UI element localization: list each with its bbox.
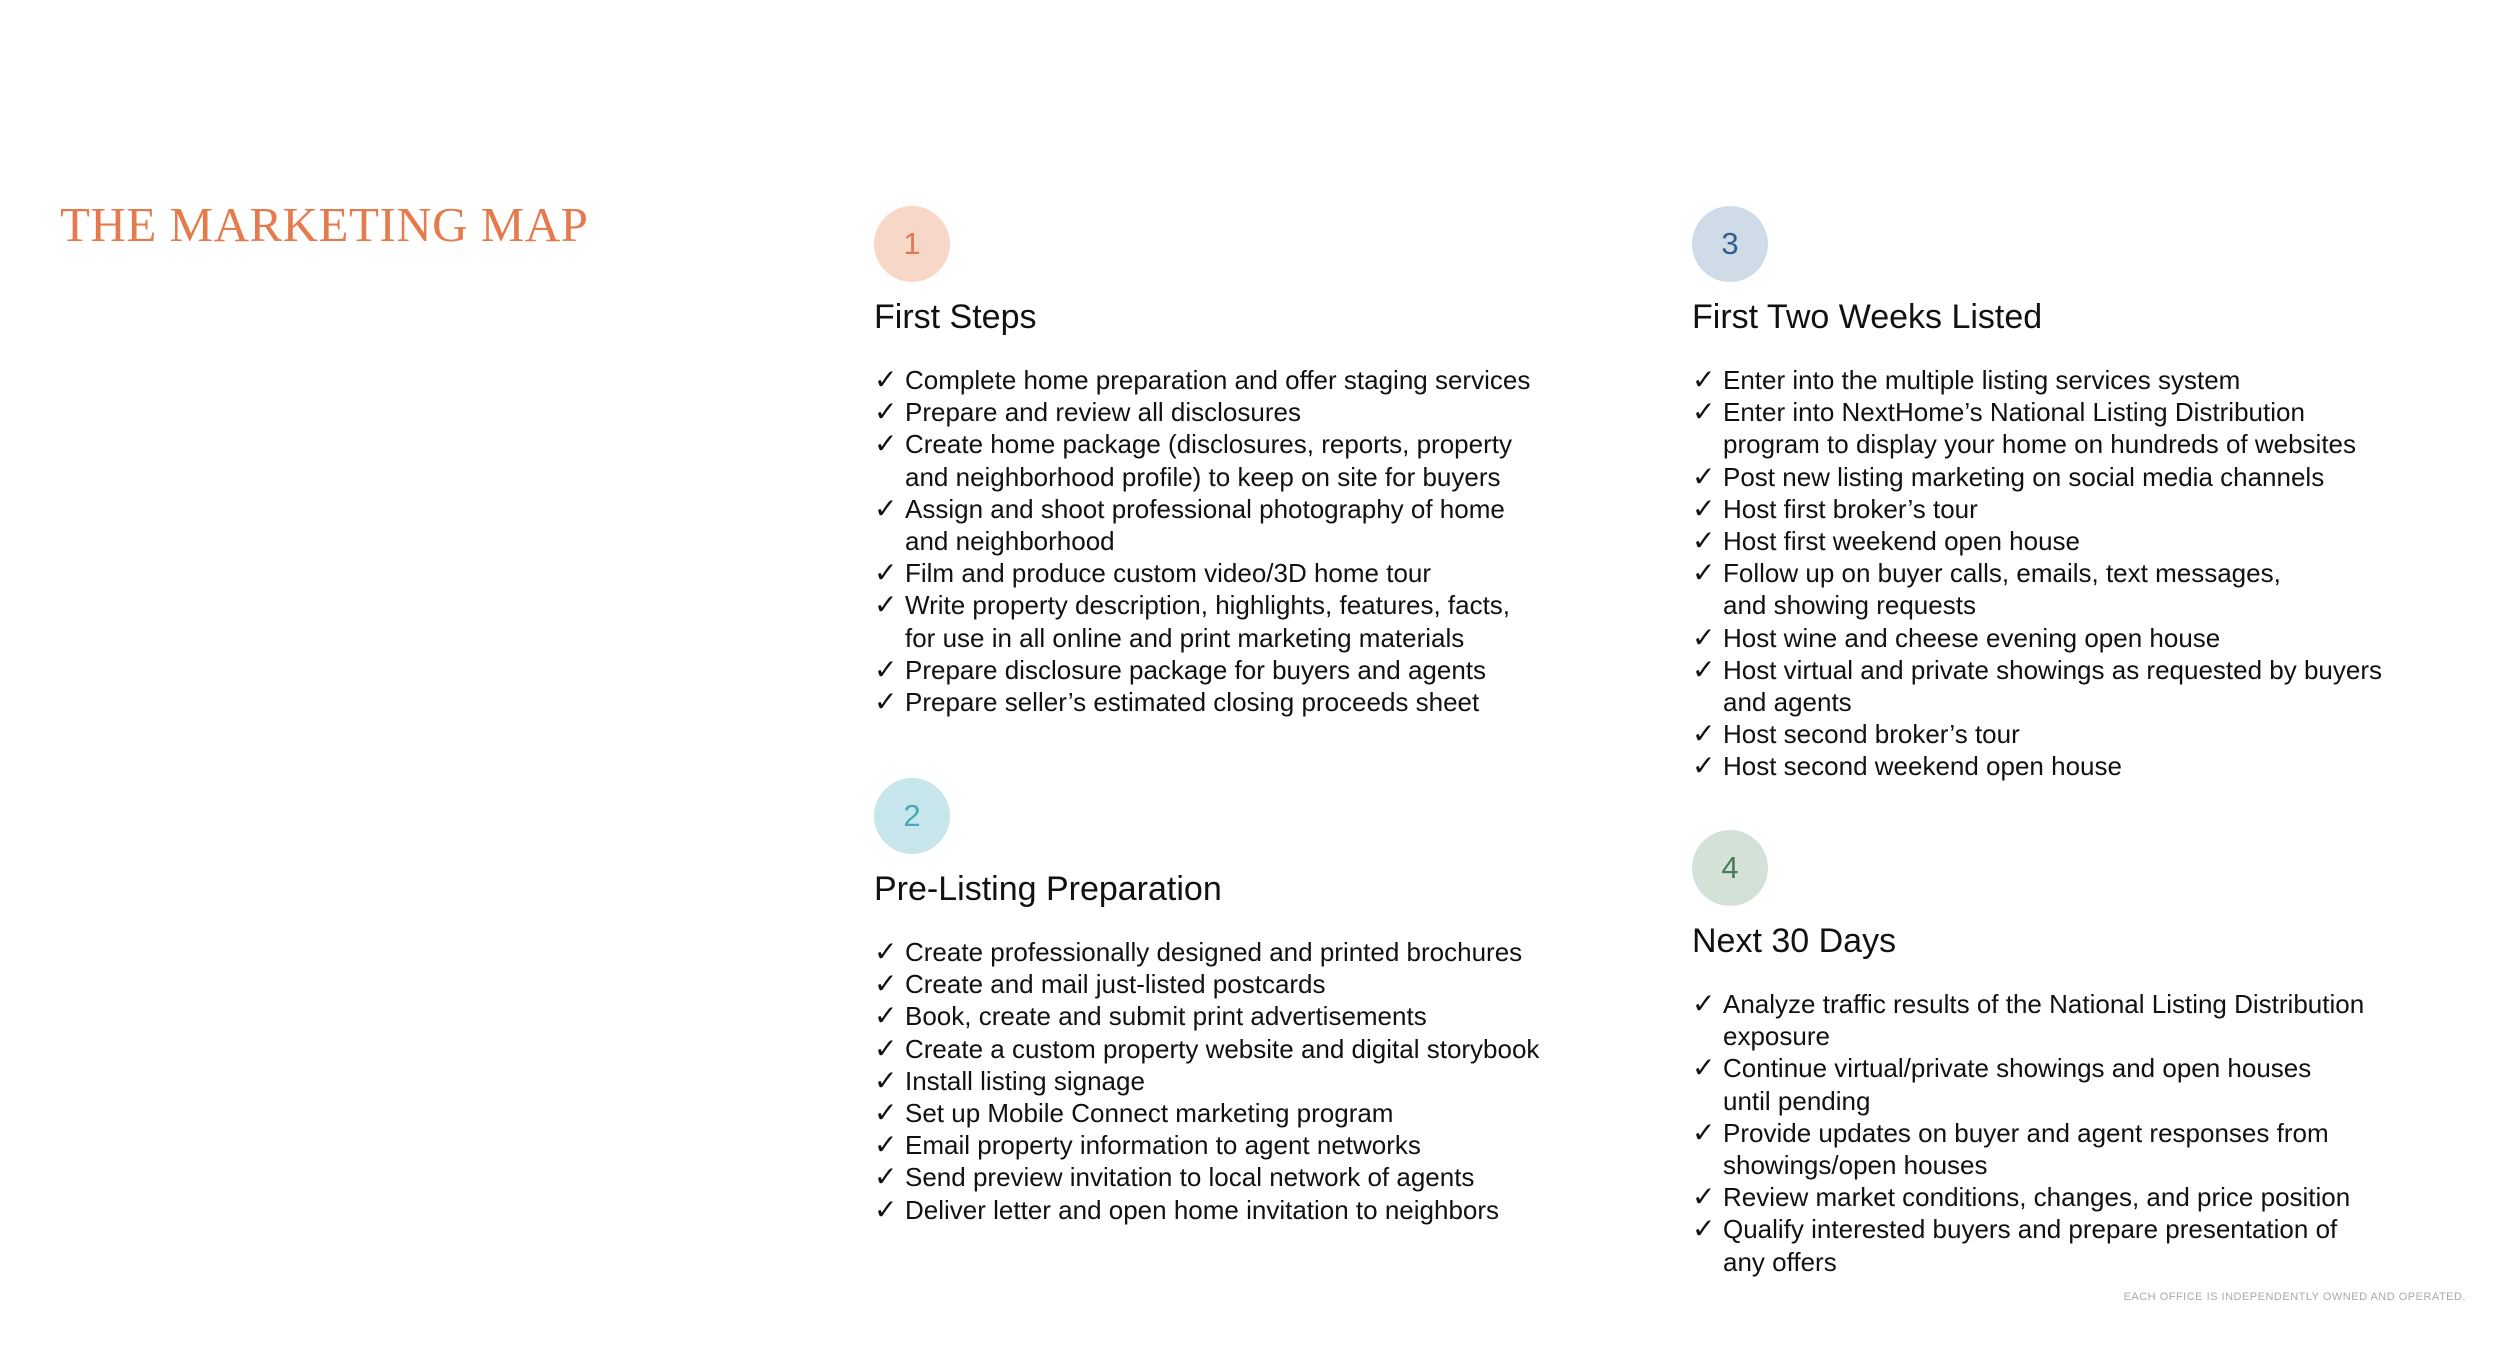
checklist-item-text: Enter into NextHome’s National Listing Distribution program to display your home on hundreds of websites — [1723, 397, 2357, 460]
check-icon: ✓ — [1692, 1212, 1716, 1246]
checklist-item-text: Host virtual and private showings as requested by buyers and agents — [1723, 654, 2383, 718]
check-icon: ✓ — [1692, 620, 1716, 654]
step-number: 4 — [1721, 850, 1739, 885]
checklist-item — [874, 1033, 1674, 1065]
checklist-item — [874, 396, 1674, 428]
check-icon: ✓ — [874, 967, 898, 1001]
check-icon: ✓ — [1692, 652, 1716, 686]
check-icon: ✓ — [874, 652, 898, 686]
checklist-item — [874, 493, 1674, 557]
checklist-item — [1692, 557, 2492, 621]
checklist-item — [1692, 1213, 2492, 1277]
check-icon: ✓ — [1692, 1115, 1716, 1149]
check-icon: ✓ — [874, 1128, 898, 1162]
check-icon: ✓ — [1692, 749, 1716, 783]
checklist-item-text: Prepare seller’s estimated closing proceeds sheet — [905, 687, 1480, 718]
checklist-item-text: Send preview invitation to local network of agents — [905, 1162, 1475, 1193]
check-icon: ✓ — [874, 395, 898, 429]
step-number: 2 — [903, 798, 921, 833]
checklist-item — [1692, 1117, 2492, 1181]
page-title: THE MARKETING MAP — [60, 197, 589, 252]
section-first-two-weeks-listed — [1692, 206, 2492, 783]
check-icon: ✓ — [874, 1160, 898, 1194]
checklist-item-text: Prepare and review all disclosures — [905, 397, 1301, 428]
checklist-item-text: Host second broker’s tour — [1723, 719, 2020, 750]
checklist-item-text: Review market conditions, changes, and price position — [1723, 1182, 2351, 1213]
checklist-item-text: Set up Mobile Connect marketing program — [905, 1098, 1394, 1129]
checklist-item — [1692, 364, 2492, 396]
checklist-item — [1692, 525, 2492, 557]
section-next-30-days — [1692, 830, 2492, 1278]
checklist-item-text: Create home package (disclosures, reports, property and neighborhood profile) to keep on site for buyers — [905, 429, 1512, 492]
checklist-item — [874, 1097, 1674, 1129]
checklist-item — [874, 1194, 1674, 1226]
section-pre-listing-preparation — [874, 778, 1674, 1226]
checklist-item — [1692, 750, 2492, 782]
check-icon: ✓ — [1692, 524, 1716, 558]
checklist-item — [874, 936, 1674, 968]
check-icon: ✓ — [1692, 395, 1716, 429]
checklist-item-text: Film and produce custom video/3D home tour — [905, 558, 1432, 589]
checklist-item-text: Host first weekend open house — [1723, 526, 2080, 557]
checklist-item — [1692, 1181, 2492, 1213]
check-icon: ✓ — [1692, 556, 1716, 590]
checklist-item-text: Provide updates on buyer and agent responses from showings/open houses — [1723, 1117, 2329, 1181]
checklist-item-text: Host second weekend open house — [1723, 751, 2122, 782]
checklist-item-text: Continue virtual/private showings and open houses until pending — [1723, 1053, 2312, 1116]
check-icon: ✓ — [874, 999, 898, 1033]
step-number-badge — [874, 206, 950, 282]
section-title: First Two Weeks Listed — [1692, 298, 2043, 336]
section-title: Next 30 Days — [1692, 922, 1897, 960]
check-icon: ✓ — [874, 491, 898, 525]
checklist-item-text: Create professionally designed and printed brochures — [905, 937, 1523, 967]
checklist-item-text: Analyze traffic results of the National Listing Distribution exposure — [1723, 989, 2365, 1052]
section-first-steps — [874, 206, 1674, 718]
checklist — [874, 364, 1674, 718]
checklist — [874, 936, 1674, 1226]
checklist-item-text: Complete home preparation and offer staging services — [905, 365, 1531, 395]
checklist — [1692, 988, 2492, 1278]
checklist-item-text: Enter into the multiple listing services system — [1723, 365, 2241, 395]
checklist — [1692, 364, 2492, 783]
checklist-item-text: Host first broker’s tour — [1723, 493, 1978, 524]
check-icon: ✓ — [874, 363, 898, 396]
check-icon: ✓ — [874, 1031, 898, 1065]
checklist-item-text: Assign and shoot professional photography of home and neighborhood — [905, 493, 1505, 557]
checklist-item — [874, 1065, 1674, 1097]
check-icon: ✓ — [874, 1192, 898, 1226]
checklist-item — [874, 968, 1674, 1000]
check-icon: ✓ — [1692, 717, 1716, 751]
check-icon: ✓ — [874, 935, 898, 968]
check-icon: ✓ — [1692, 459, 1716, 493]
check-icon: ✓ — [874, 556, 898, 590]
disclaimer: EACH OFFICE IS INDEPENDENTLY OWNED AND OPERATED. — [2123, 1291, 2466, 1303]
check-icon: ✓ — [874, 685, 898, 719]
check-icon: ✓ — [1692, 987, 1716, 1020]
checklist-item-text: Create a custom property website and digital storybook — [905, 1033, 1540, 1064]
checklist-item — [1692, 1052, 2492, 1116]
checklist-item-text: Write property description, highlights, features, facts, for use in all online and print marketing materials — [905, 590, 1511, 653]
checklist-item-text: Book, create and submit print advertisements — [905, 1001, 1427, 1032]
checklist-item-text: Install listing signage — [905, 1065, 1145, 1096]
checklist-item — [874, 1000, 1674, 1032]
checklist-item-text: Host wine and cheese evening open house — [1723, 622, 2221, 653]
checklist-item — [874, 686, 1674, 718]
checklist-item-text: Deliver letter and open home invitation to neighbors — [905, 1194, 1500, 1225]
checklist-item — [874, 654, 1674, 686]
checklist-item — [874, 557, 1674, 589]
checklist-item — [1692, 654, 2492, 718]
step-number: 1 — [903, 226, 921, 261]
checklist-item — [874, 428, 1674, 492]
step-number-badge — [1692, 206, 1768, 282]
checklist-item — [874, 1161, 1674, 1193]
check-icon: ✓ — [1692, 363, 1716, 396]
checklist-item-text: Qualify interested buyers and prepare presentation of any offers — [1723, 1214, 2338, 1277]
checklist-item-text: Create and mail just-listed postcards — [905, 969, 1326, 1000]
checklist-item — [1692, 718, 2492, 750]
check-icon: ✓ — [1692, 491, 1716, 525]
check-icon: ✓ — [1692, 1180, 1716, 1214]
checklist-item — [1692, 396, 2492, 460]
step-number: 3 — [1721, 226, 1739, 261]
check-icon: ✓ — [874, 588, 898, 622]
step-number-badge — [1692, 830, 1768, 906]
step-number-badge — [874, 778, 950, 854]
checklist-item — [1692, 493, 2492, 525]
check-icon: ✓ — [874, 427, 898, 461]
checklist-item — [1692, 988, 2492, 1052]
checklist-item — [874, 1129, 1674, 1161]
section-title: Pre-Listing Preparation — [874, 870, 1222, 908]
checklist-item — [874, 364, 1674, 396]
checklist-item-text: Follow up on buyer calls, emails, text messages, and showing requests — [1723, 558, 2281, 621]
checklist-item — [1692, 461, 2492, 493]
check-icon: ✓ — [1692, 1051, 1716, 1085]
check-icon: ✓ — [874, 1096, 898, 1130]
section-title: First Steps — [874, 298, 1037, 336]
checklist-item-text: Post new listing marketing on social media channels — [1723, 461, 2325, 492]
checklist-item-text: Prepare disclosure package for buyers and agents — [905, 654, 1487, 685]
check-icon: ✓ — [874, 1063, 898, 1097]
checklist-item — [1692, 622, 2492, 654]
checklist-item — [874, 589, 1674, 653]
checklist-item-text: Email property information to agent networks — [905, 1130, 1421, 1161]
